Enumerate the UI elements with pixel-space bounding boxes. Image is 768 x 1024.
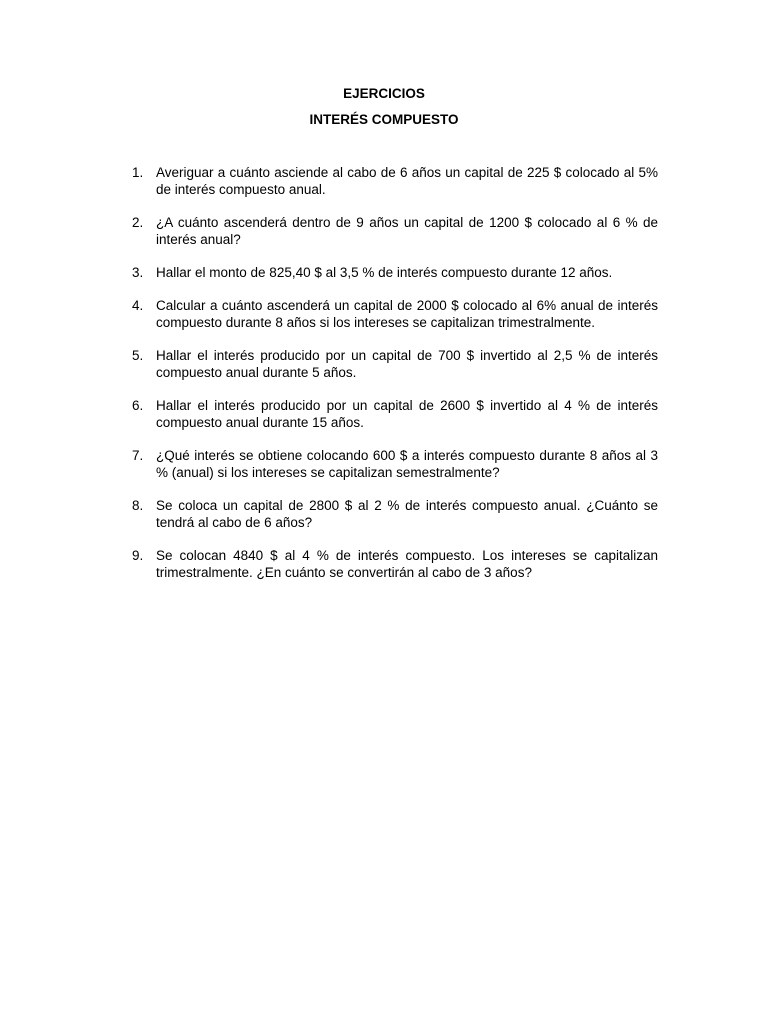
exercise-text: ¿A cuánto ascenderá dentro de 9 años un capital de 1200 $ colocado al 6 % de interés anual?: [156, 215, 658, 247]
exercise-number: 4.: [132, 298, 144, 313]
exercise-item: [132, 164, 658, 198]
exercise-number: 1.: [132, 165, 144, 180]
exercise-item: [132, 547, 658, 581]
exercise-number: 2.: [132, 215, 144, 230]
document-subtitle: INTERÉS COMPUESTO: [309, 112, 459, 127]
exercise-text: Se colocan 4840 $ al 4 % de interés compuesto. Los intereses se capitalizan trimestralmente. ¿En cuánto se convertirán al cabo de 3 años?: [156, 548, 658, 580]
exercise-text: Averiguar a cuánto asciende al cabo de 6 años un capital de 225 $ colocado al 5% de interés compuesto anual.: [156, 165, 658, 197]
exercise-text: ¿Qué interés se obtiene colocando 600 $ a interés compuesto durante 8 años al 3 % (anual) si los intereses se capitalizan semestralmente?: [156, 448, 658, 480]
exercise-item: [132, 447, 658, 481]
exercise-number: 5.: [132, 348, 144, 363]
exercise-item: [132, 497, 658, 531]
exercise-list: [132, 164, 658, 597]
exercise-item: [132, 214, 658, 248]
document-title: EJERCICIOS: [343, 86, 425, 101]
exercise-text: Hallar el monto de 825,40 $ al 3,5 % de interés compuesto durante 12 años.: [156, 265, 613, 280]
exercise-text: Calcular a cuánto ascenderá un capital de 2000 $ colocado al 6% anual de interés compuesto durante 8 años si los intereses se capitalizan trimestralmente.: [156, 298, 658, 330]
exercise-number: 9.: [132, 548, 144, 563]
exercise-item: [132, 297, 658, 331]
exercise-text: Hallar el interés producido por un capital de 700 $ invertido al 2,5 % de interés compuesto anual durante 5 años.: [156, 348, 658, 380]
exercise-number: 8.: [132, 498, 144, 513]
exercise-number: 3.: [132, 265, 144, 280]
exercise-number: 6.: [132, 398, 144, 413]
exercise-number: 7.: [132, 448, 144, 463]
exercise-item: [132, 264, 658, 281]
exercise-text: Se coloca un capital de 2800 $ al 2 % de interés compuesto anual. ¿Cuánto se tendrá al cabo de 6 años?: [156, 498, 658, 530]
exercise-item: [132, 397, 658, 431]
exercise-item: [132, 347, 658, 381]
exercise-text: Hallar el interés producido por un capital de 2600 $ invertido al 4 % de interés compuesto anual durante 15 años.: [156, 398, 658, 430]
